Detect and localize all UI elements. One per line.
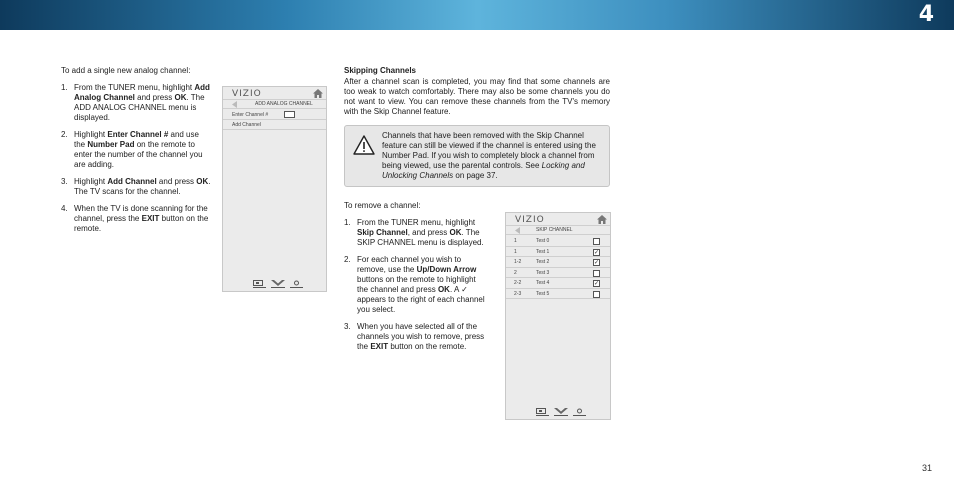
step-text: When you have selected all of the channels you wish to remove, press the (357, 322, 485, 351)
step-keyword: Number Pad (87, 140, 135, 149)
caution-note (344, 125, 610, 187)
channel-number: 1 (514, 238, 517, 244)
channel-number: 2 (514, 269, 517, 276)
step-text: Highlight (74, 177, 108, 186)
section-title: Skipping Channels (344, 66, 417, 75)
skip-channel-menu-screen (505, 212, 611, 420)
channel-row[interactable] (506, 247, 610, 258)
step-keyword: EXIT (141, 214, 160, 223)
step-keyword: Add Channel (107, 177, 157, 186)
channel-number: 1 (514, 248, 517, 255)
skip-checkbox[interactable] (593, 238, 600, 245)
cross-reference-link[interactable]: Locking and Unlocking Channels (382, 161, 585, 180)
step-keyword: Enter Channel # (107, 130, 169, 139)
channel-row[interactable] (506, 289, 610, 300)
step-keyword: OK (174, 93, 187, 102)
menu-title: ADD ANALOG CHANNEL (255, 101, 313, 107)
step-keyword: OK (437, 285, 450, 294)
add-analog-channel-instructions (61, 66, 211, 241)
skip-checkbox[interactable]: ✓ (594, 260, 600, 266)
home-icon (313, 89, 323, 98)
step-text: and press (134, 93, 175, 102)
step-keyword: EXIT (370, 342, 389, 351)
step-number: 1. (61, 83, 68, 92)
step-number: 2. (61, 130, 68, 139)
skip-checkbox[interactable] (593, 270, 600, 277)
step-text: Highlight (74, 130, 108, 139)
settings-icon (573, 407, 586, 416)
channel-row[interactable] (506, 257, 610, 268)
menu-title: SKIP CHANNEL (536, 227, 573, 233)
step-item (344, 322, 489, 352)
step-text: and press (156, 177, 197, 186)
skip-checkbox[interactable]: ✓ (594, 281, 600, 287)
back-arrow-icon[interactable] (232, 101, 238, 108)
channel-number-field[interactable] (284, 111, 295, 118)
step-keyword: Skip Channel (357, 228, 408, 237)
channel-name: Test 0 (536, 238, 550, 244)
settings-icon (290, 279, 303, 288)
vizio-v-icon (554, 407, 568, 416)
vizio-logo: VIZIO (232, 89, 262, 99)
wide-icon (536, 407, 549, 416)
menu-title-bar (506, 225, 610, 235)
step-number: 1. (344, 218, 351, 227)
add-channel-label: Add Channel (232, 122, 261, 128)
vizio-logo: VIZIO (515, 215, 545, 225)
step-item (61, 130, 211, 170)
step-number: 4. (61, 204, 68, 213)
step-keyword: Up/Down Arrow (416, 265, 477, 274)
channel-row[interactable] (506, 278, 610, 289)
section-paragraph: After a channel scan is completed, you may find that some channels are too weak to watch comfortably. There may also be some channels you do not want to view. You can remove these channels from the TV's memory with the Skip Channel feature. (344, 77, 610, 116)
home-icon (597, 215, 607, 224)
step-number: 2. (344, 255, 351, 264)
step-text: button on the remote. (388, 342, 467, 351)
skip-checkbox[interactable]: ✓ (594, 249, 600, 256)
caution-text: Channels that have been removed with the Skip Channel feature can still be viewed if the channel is entered using the Number Pad. If you wish to completely block a channel from being viewed, use the parental controls. See Locking and Unlocking Channels on page 37. (382, 131, 596, 180)
step-text: From the TUNER menu, highlight (74, 83, 195, 92)
channel-number: 2-2 (514, 280, 522, 286)
step-text: and use the (74, 130, 199, 149)
channel-name: Test 3 (536, 269, 550, 276)
channel-row[interactable] (506, 268, 610, 279)
menu-title-bar (223, 99, 326, 109)
step-text: button on the remote. (74, 214, 209, 233)
step-text: , and press (407, 228, 450, 237)
skip-checkbox[interactable] (593, 291, 600, 298)
step-number: 3. (61, 177, 68, 186)
back-arrow-icon[interactable] (515, 227, 521, 234)
step-item (61, 177, 211, 197)
step-keyword: Add Analog Channel (74, 83, 210, 102)
wide-icon (253, 279, 266, 288)
step-item (344, 255, 489, 315)
menu-footer-icons (536, 407, 586, 416)
step-text: When the TV is done scanning for the channel, press the (74, 204, 208, 223)
step-text: . A ✓ appears to the right of each channel you select. (357, 285, 485, 314)
step-text: . The TV scans for the channel. (74, 177, 211, 196)
step-text: buttons on the remote to highlight the channel and press (357, 275, 476, 294)
step-text: For each channel you wish to remove, use the (357, 255, 462, 274)
channel-number: 2-3 (514, 290, 522, 297)
channel-name: Test 4 (536, 280, 550, 286)
remove-channel-intro: To remove a channel: (344, 201, 421, 210)
channel-name: Test 2 (536, 259, 550, 265)
vizio-v-icon (271, 279, 285, 288)
warning-icon (353, 135, 375, 155)
chapter-number: 4 (918, 2, 934, 27)
add-channel-row[interactable] (223, 120, 326, 130)
page-number: 31 (921, 463, 932, 473)
remove-channel-steps (344, 218, 489, 352)
add-analog-steps (61, 83, 211, 234)
menu-footer-icons (253, 279, 303, 288)
step-keyword: OK (449, 228, 462, 237)
chapter-header-band (0, 0, 954, 30)
step-item (344, 218, 489, 248)
add-analog-channel-menu-screen (222, 86, 327, 292)
step-text: . The ADD ANALOG CHANNEL menu is displayed. (74, 93, 205, 122)
step-keyword: OK (196, 177, 209, 186)
channel-number: 1-2 (514, 259, 522, 265)
channel-name: Test 5 (536, 290, 550, 297)
step-text: From the TUNER menu, highlight (357, 218, 476, 227)
step-text: on the remote to enter the number of the channel you are adding. (74, 140, 203, 169)
add-analog-intro: To add a single new analog channel: (61, 66, 191, 75)
channel-name: Test 1 (536, 248, 550, 255)
channel-row[interactable] (506, 236, 610, 247)
step-item (61, 83, 211, 123)
step-text: . The SKIP CHANNEL menu is displayed. (357, 228, 484, 247)
enter-channel-label: Enter Channel # (232, 112, 269, 118)
enter-channel-row[interactable] (223, 110, 326, 120)
step-item (61, 204, 211, 234)
step-number: 3. (344, 322, 351, 331)
